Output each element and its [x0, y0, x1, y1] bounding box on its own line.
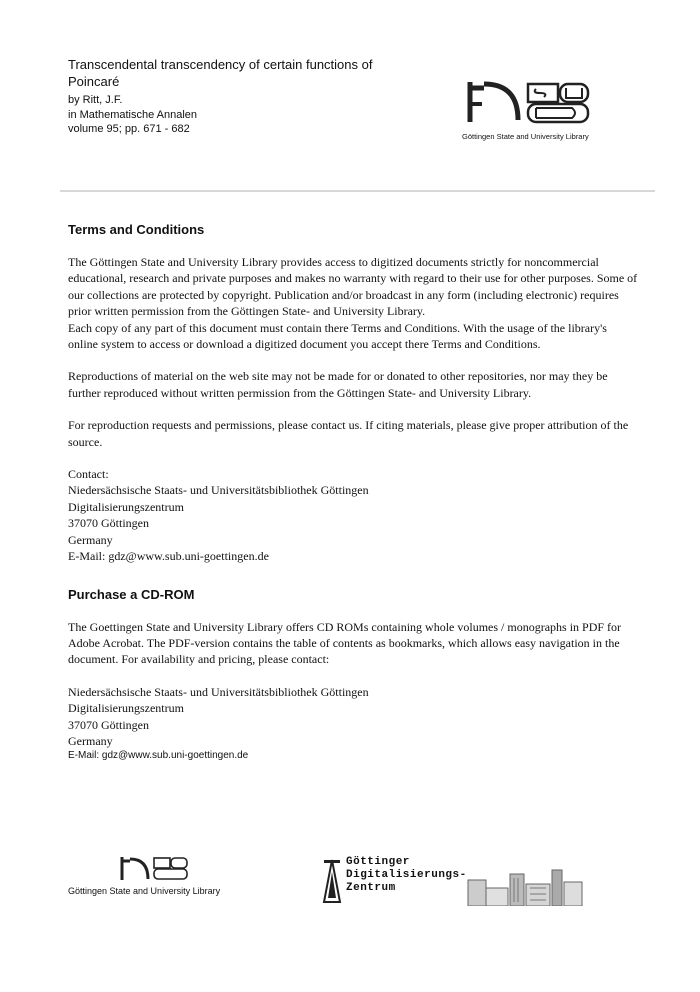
footer-sub-logo: [68, 856, 268, 896]
contact-line: 37070 Göttingen: [68, 717, 149, 732]
title-line-2: Poincaré: [68, 74, 120, 89]
purchase-email: E-Mail: gdz@www.sub.uni-goettingen.de: [68, 750, 249, 762]
purchase-contact: [68, 684, 638, 764]
document-header: [68, 56, 428, 137]
gdz-skyline-icon: [466, 866, 586, 906]
contact-line: Digitalisierungszentrum: [68, 701, 184, 716]
terms-contact: [68, 466, 638, 564]
purchase-heading: Purchase a CD-ROM: [68, 586, 195, 602]
main-content: [68, 222, 638, 763]
gdz-line-2: Digitalisierungs-: [346, 869, 467, 881]
terms-paragraph-2: Each copy of any part of this document must contain there Terms and Conditions. With the usage of the library's online system to access or download a digitized document you accept there Terms and Conditions.: [68, 320, 607, 352]
terms-paragraph-4: For reproduction requests and permissions, please contact us. If citing materials, please give proper attribution of the source.: [68, 418, 629, 449]
gdz-logo: [322, 856, 592, 908]
sub-logo: [462, 80, 632, 141]
contact-line: Germany: [68, 532, 113, 547]
logo-caption: Göttingen State and University Library: [462, 132, 589, 141]
purchase-paragraph: The Goettingen State and University Library offers CD ROMs containing whole volumes / monographs in PDF for Adobe Acrobat. The PDF-version contains the table of contents as bookmarks, which allows easy navigation in the document. For availability and pricing, please contact:: [68, 619, 622, 667]
sub-logo-icon: [462, 80, 602, 126]
contact-email: E-Mail: gdz@www.sub.uni-goettingen.de: [68, 549, 269, 564]
sub-small-logo-icon: [118, 856, 238, 882]
title-line-1: Transcendental transcendency of certain functions of: [68, 57, 373, 72]
footer-left-caption: Göttingen State and University Library: [68, 886, 221, 896]
gdz-wordmark: [346, 856, 467, 895]
document-title: [68, 56, 428, 90]
contact-line: Niedersächsische Staats- und Universitätsbibliothek Göttingen: [68, 684, 369, 699]
gdz-building-icon: [322, 858, 342, 904]
contact-line: Contact:: [68, 467, 109, 482]
contact-line: Niedersächsische Staats- und Universitätsbibliothek Göttingen: [68, 483, 369, 498]
terms-paragraph-1: The Göttingen State and University Library provides access to digitized documents strictly for noncommercial educational, research and private purposes and makes no warranty with regard to their use for other purposes. Some of our collections are protected by copyright. Publication and/or broadcast in any form (including electronic) requires prior written permission from the Göttingen State- and University Library.: [68, 255, 638, 319]
journal: in Mathematische Annalen: [68, 108, 198, 121]
header-divider: [60, 190, 655, 192]
contact-line: Germany: [68, 733, 113, 748]
author: by Ritt, J.F.: [68, 94, 123, 106]
contact-line: 37070 Göttingen: [68, 516, 149, 531]
contact-line: Digitalisierungszentrum: [68, 499, 184, 514]
gdz-line-3: Zentrum: [346, 882, 396, 894]
volume-pages: volume 95; pp. 671 - 682: [68, 123, 190, 135]
gdz-line-1: Göttinger: [346, 856, 410, 868]
terms-paragraph-3: Reproductions of material on the web site may not be made for or donated to other repositories, nor may they be further reproduced without written permission from the Göttingen State- and University Library.: [68, 369, 608, 400]
terms-heading: Terms and Conditions: [68, 222, 205, 237]
